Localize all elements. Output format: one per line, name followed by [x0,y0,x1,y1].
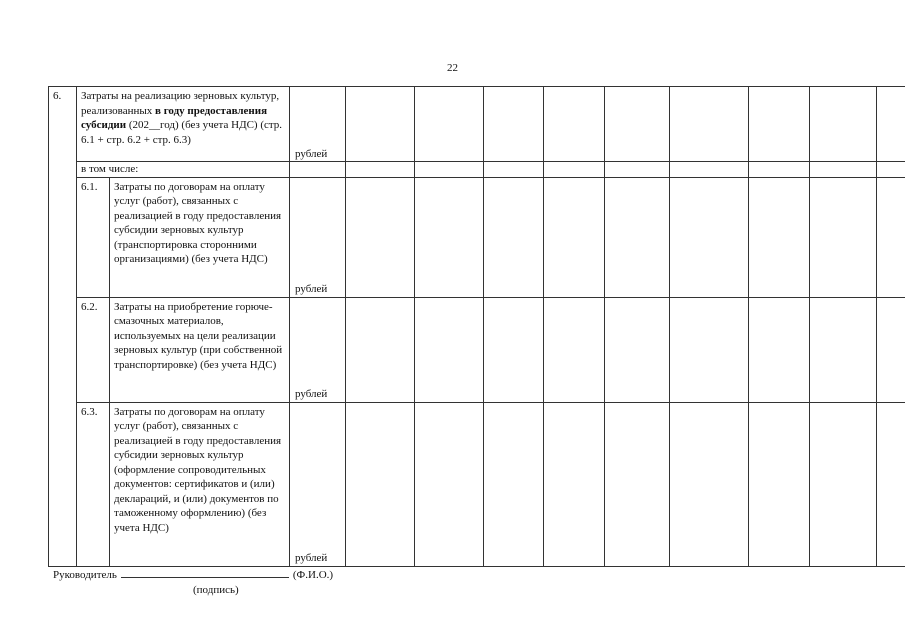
including-label: в том числе: [77,162,290,178]
value-cell[interactable] [749,177,810,297]
unit-cell: рублей [290,402,346,566]
table-row [49,402,905,566]
cost-table [48,86,905,567]
subrow-number: 6.1. [77,177,110,297]
unit-cell: рублей [290,177,346,297]
value-cell[interactable] [670,87,749,162]
value-cell[interactable] [670,177,749,297]
value-cell[interactable] [415,402,484,566]
value-cell[interactable] [484,402,544,566]
value-cell[interactable] [484,177,544,297]
value-cell[interactable] [670,297,749,402]
value-cell[interactable] [415,87,484,162]
value-cell[interactable] [544,177,605,297]
value-cell[interactable] [877,297,905,402]
value-cell[interactable] [605,87,670,162]
table-row [49,162,905,178]
unit-cell: рублей [290,297,346,402]
unit-cell: рублей [290,87,346,162]
value-cell[interactable] [544,402,605,566]
value-cell[interactable] [605,402,670,566]
bold-phrase: в году предоставления субсидии [81,104,268,131]
table-row [49,297,905,402]
value-cell[interactable] [810,87,877,162]
signature-blank[interactable] [121,568,289,578]
value-cell[interactable] [810,402,877,566]
value-cell[interactable] [810,177,877,297]
value-cell[interactable] [877,87,905,162]
subrow-description: Затраты на приобретение горюче-смазочных материалов, используемых на цели реализации зерновых культур (при собственной транспортировке) (без учета НДС) [110,297,290,402]
value-cell[interactable] [415,297,484,402]
value-cell[interactable] [877,177,905,297]
value-cell[interactable] [346,87,415,162]
signature-caption: (подпись) [193,584,239,596]
value-cell[interactable] [877,402,905,566]
signature-label: Руководитель [53,569,117,581]
page-number: 22 [447,62,458,74]
value-cell[interactable] [810,297,877,402]
signature-line [53,568,333,581]
fio-label: (Ф.И.О.) [292,569,334,581]
value-cell[interactable] [749,297,810,402]
subrow-number: 6.2. [77,297,110,402]
row-description: Затраты на реализацию зерновых культур, реализованных в году предоставления субсидии (202__год) (без учета НДС) (стр. 6.1 + стр. 6.2 + стр. 6.3) [77,87,290,162]
value-cell[interactable] [484,87,544,162]
value-cell[interactable] [346,177,415,297]
value-cell[interactable] [544,87,605,162]
value-cell[interactable] [670,402,749,566]
table-row [49,177,905,297]
value-cell[interactable] [346,297,415,402]
subrow-description: Затраты по договорам на оплату услуг (работ), связанных с реализацией в году предоставления субсидии зерновых культур (транспортировка сторонними организациями) (без учета НДС) [110,177,290,297]
value-cell[interactable] [415,177,484,297]
value-cell[interactable] [544,297,605,402]
value-cell[interactable] [346,402,415,566]
subrow-description: Затраты по договорам на оплату услуг (работ), связанных с реализацией в году предоставления субсидии зерновых культур (оформление сопроводительных документов: сертификатов и (или) деклараций, и (или) документов по таможенному оформлению) (без учета НДС) [110,402,290,566]
table-row [49,87,905,162]
value-cell[interactable] [749,87,810,162]
value-cell[interactable] [749,402,810,566]
value-cell[interactable] [605,177,670,297]
value-cell[interactable] [484,297,544,402]
subrow-number: 6.3. [77,402,110,566]
row-number: 6. [49,87,77,567]
value-cell[interactable] [605,297,670,402]
